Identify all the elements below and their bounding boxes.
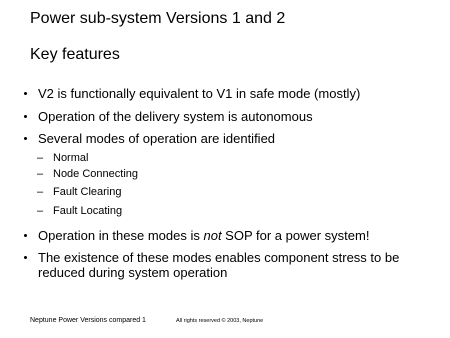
sub-bullet-fault-locating: – Fault Locating	[53, 205, 122, 218]
bullet-not-sop	[38, 228, 369, 243]
slide-title: Power sub-system Versions 1 and 2	[30, 10, 286, 27]
bullet-modes: Several modes of operation are identified	[38, 131, 276, 146]
bullet-not-sop-text-2: SOP for a power system!	[221, 228, 370, 243]
bullet-reduce-stress-line-1: The existence of these modes enables component stress to be	[38, 250, 400, 265]
sub-bullet-node-connecting: – Node Connecting	[53, 168, 138, 181]
sub-bullet-fault-clearing: – Fault Clearing	[53, 186, 121, 199]
footer-copyright: All rights reserved © 2003, Neptune	[176, 318, 264, 324]
slide-subtitle: Key features	[30, 46, 120, 63]
bullet-reduce-stress	[38, 250, 399, 280]
bullet-autonomous: Operation of the delivery system is autonomous	[38, 109, 313, 124]
bullet-v2-equivalent: V2 is functionally equivalent to V1 in safe mode (mostly)	[38, 86, 361, 101]
bullet-reduce-stress-line-2: reduced during system operation	[38, 265, 228, 280]
sub-bullet-normal: – Normal	[53, 152, 88, 165]
footer-left: Neptune Power Versions compared 1	[30, 317, 146, 324]
bullet-not-sop-text-1: Operation in these modes is	[38, 228, 204, 243]
bullet-not-sop-emphasis: not	[203, 228, 222, 243]
